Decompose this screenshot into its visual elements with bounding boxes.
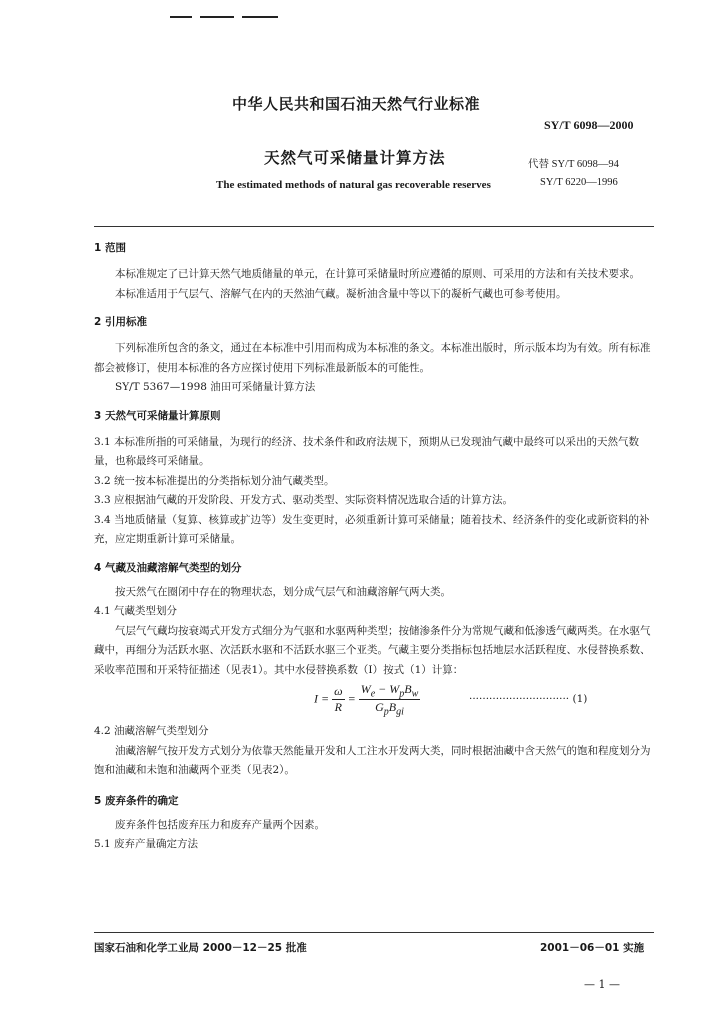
clause-3-4: 3.4 当地质储量（复算、核算或扩边等）发生变更时，必须重新计算可采储量；随着技术、经济条件的变化或新资料的补充，应定期重新计算可采储量。 [94, 513, 650, 545]
section-3-body [94, 433, 656, 550]
clause-5-1-title: 5.1 废弃产量确定方法 [94, 838, 199, 850]
paragraph: 按天然气在圈闭中存在的物理状态，划分成气层气和油藏溶解气两大类。 [115, 585, 451, 598]
section-4-title: 4 气藏及油藏溶解气类型的划分 [94, 561, 242, 574]
formula-expression: I = $\frac{\omega}{R}$ = $\frac{W_e - W_pB_w}{G_pB_{gi}}$ [314, 682, 419, 718]
section-4-body [94, 583, 656, 681]
paragraph: 油藏溶解气按开发方式划分为依靠天然能量开发和人工注水开发两大类，同时根据油藏中含天然气的饱和程度划分为饱和油藏和未饱和油藏两个亚类（见表2）。 [94, 744, 651, 776]
top-scan-marks [170, 3, 286, 22]
section-5-title: 5 废弃条件的确定 [94, 794, 179, 807]
section-5-body [94, 816, 656, 855]
clause-4-1-title: 4.1 气藏类型划分 [94, 605, 178, 617]
paragraph: 下列标准所包含的条文，通过在本标准中引用而构成为本标准的条文。本标准出版时，所示版本均为有效。所有标准都会被修订，使用本标准的各方应探讨使用下列标准最新版本的可能性。 [94, 342, 651, 374]
clause-3-3: 3.3 应根据油气藏的开发阶段、开发方式、驱动类型、实际资料情况选取合适的计算方法。 [94, 494, 514, 506]
fraction-omega-r: $\frac{\omega}{R}$ [334, 684, 343, 715]
section-3-title: 3 天然气可采储量计算原则 [94, 409, 221, 422]
clause-4-2-title: 4.2 油藏溶解气类型划分 [94, 725, 209, 737]
standard-number: SY/T 6098—2000 [544, 118, 634, 132]
section-2-body [94, 339, 656, 398]
document-title: 天然气可采储量计算方法 [264, 149, 446, 167]
paragraph: 本标准适用于气层气、溶解气在内的天然油气藏。凝析油含量中等以下的凝析气藏也可参考使用。 [115, 287, 567, 300]
clause-3-2: 3.2 统一按本标准提出的分类指标划分油气藏类型。 [94, 474, 335, 487]
industry-standard-heading: 中华人民共和国石油天然气行业标准 [232, 95, 481, 113]
paragraph: 废弃条件包括废弃压力和废弃产量两个因素。 [115, 818, 325, 831]
section-2-title: 2 引用标准 [94, 316, 147, 328]
supersedes-line-2: SY/T 6220—1996 [540, 177, 618, 188]
formula-1 [94, 680, 656, 722]
paragraph: 本标准规定了已计算天然气地质储量的单元，在计算可采储量时所应遵循的原则、可采用的方法和有关技术要求。 [115, 268, 640, 280]
implementation-date: 2001－06－01 实施 [540, 942, 645, 954]
page-number: — 1 — [584, 978, 620, 991]
supersedes-line-1: 代替 SY/T 6098—94 [528, 159, 619, 170]
header-rule [94, 226, 654, 227]
section-1-body [94, 265, 656, 304]
referenced-standard: SY/T 5367—1998 油田可采储量计算方法 [115, 381, 316, 393]
main-body [94, 240, 656, 855]
formula-number: ······························ (1) [469, 693, 588, 705]
section-4-2-body [94, 722, 656, 781]
clause-3-1: 3.1 本标准所指的可采储量，为现行的经济、技术条件和政府法规下，预期从已发现油气藏中最终可以采出的天然气数量，也称最终可采储量。 [94, 435, 640, 467]
approval-line: 国家石油和化学工业局 2000－12－25 批准 [94, 942, 307, 954]
document-title-english: The estimated methods of natural gas recoverable reserves [216, 179, 491, 191]
section-1-title: 1 范围 [94, 242, 126, 254]
paragraph: 气层气气藏均按衰竭式开发方式细分为气驱和水驱两种类型；按储渗条件分为常规气藏和低渗透气藏两类。在水驱气藏中，再细分为活跃水驱、次活跃水驱和不活跃水驱三个亚类。气藏主要分类指标包括地层水活跃程度、水侵替换系数、采收率范围和开采特征描述（见表1）。其中水侵替换系数（I）按式（1）计算： [94, 624, 651, 676]
fraction-main: $\frac{W_e - W_pB_w}{G_pB_{gi}}$ [360, 682, 419, 718]
footer-rule [94, 932, 654, 933]
